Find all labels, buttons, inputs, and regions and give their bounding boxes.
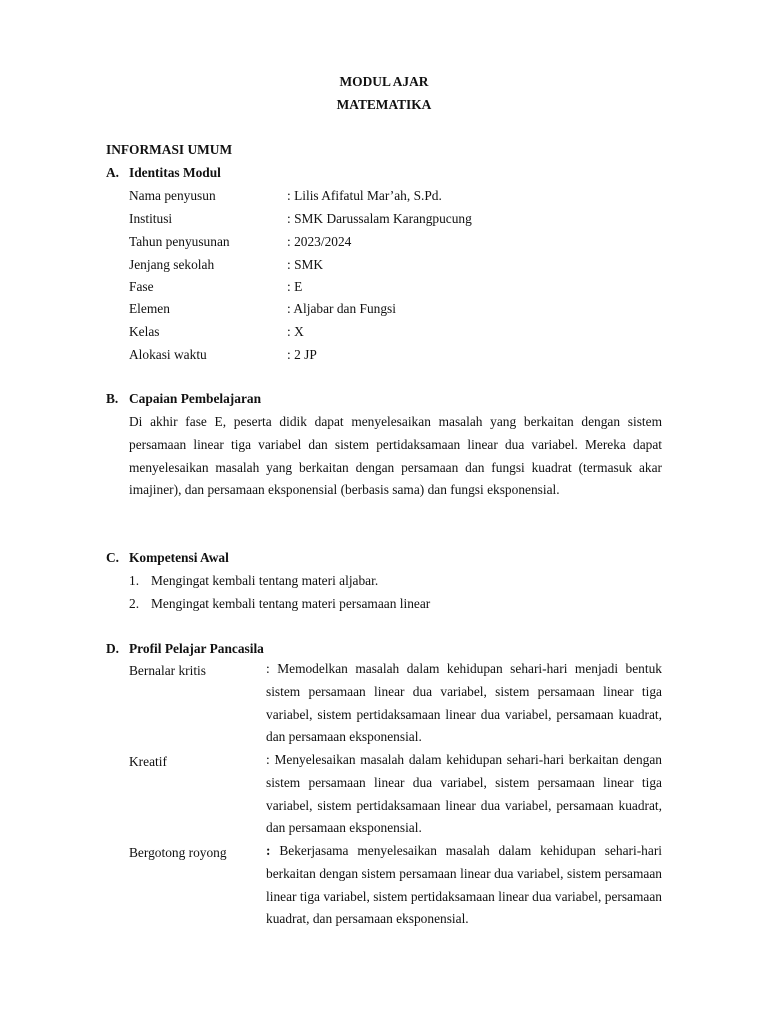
profil-text: Memodelkan masalah dalam kehidupan sehari-hari menjadi bentuk sistem persamaan linear dua variabel, sistem persamaan linear tiga variabel, sistem pertidaksamaan linear dua variabel, persamaan kuadrat, dan persamaan eksponensial. (266, 661, 662, 745)
profil-description (266, 749, 662, 840)
identity-value: : E (287, 279, 303, 294)
identity-value: : SMK Darussalam Karangpucung (287, 211, 472, 226)
profil-label: Kreatif (129, 754, 167, 769)
identity-label: Alokasi waktu (129, 347, 207, 362)
profil-label: Bernalar kritis (129, 663, 206, 678)
identity-value: : Lilis Afifatul Mar’ah, S.Pd. (287, 188, 442, 203)
identity-label: Fase (129, 279, 154, 294)
list-text: Mengingat kembali tentang materi aljabar. (151, 573, 379, 588)
profil-label: Bergotong royong (129, 845, 227, 860)
section-d-title: Profil Pelajar Pancasila (129, 641, 264, 656)
profil-colon: : (266, 843, 271, 858)
section-b-heading (106, 389, 261, 409)
identity-value: : X (287, 324, 304, 339)
profil-text: Bekerjasama menyelesaikan masalah dalam kehidupan sehari-hari berkaitan dengan sistem persamaan linear dua variabel, sistem persamaan linear tiga variabel, sistem pertidaksamaan linear dua variabel, persamaan kuadrat, dan persamaan eksponensial. (266, 843, 662, 927)
identity-value: : 2023/2024 (287, 234, 352, 249)
document-subject: MATEMATIKA (336, 97, 432, 112)
section-d-letter: D. (106, 641, 120, 656)
capaian-paragraph: Di akhir fase E, peserta didik dapat menyelesaikan masalah yang berkaitan dengan sistem persamaan linear tiga variabel dan sistem pertidaksamaan linear dua variabel. Mereka dapat menyelesaikan masalah yang berkaitan dengan persamaan dan fungsi kuadrat (termasuk akar imajiner), dan persamaan eksponensial (berbasis sama) dan fungsi eksponensial. (129, 414, 662, 498)
list-text: Mengingat kembali tentang materi persamaan linear (151, 596, 431, 611)
section-b-letter: B. (106, 391, 119, 406)
section-b-title: Capaian Pembelajaran (129, 391, 262, 406)
identity-label: Jenjang sekolah (129, 257, 215, 272)
section-c-letter: C. (106, 550, 120, 565)
identity-value: : SMK (287, 257, 324, 272)
identity-label: Nama penyusun (129, 188, 216, 203)
identity-label: Kelas (129, 324, 160, 339)
section-c-heading (106, 548, 229, 568)
identity-value: : 2 JP (287, 347, 317, 362)
profil-description (266, 658, 662, 749)
identity-label: Elemen (129, 301, 170, 316)
section-d-heading (106, 639, 264, 659)
identity-label: Tahun penyusunan (129, 234, 230, 249)
profil-colon: : (266, 661, 270, 676)
list-number: 2. (129, 596, 140, 611)
profil-text: Menyelesaikan masalah dalam kehidupan sehari-hari berkaitan dengan sistem persamaan linear dua variabel, sistem persamaan linear tiga variabel, sistem pertidaksamaan linear dua variabel, persamaan kuadrat, dan persamaan eksponensial. (266, 752, 662, 836)
profil-description (266, 840, 662, 931)
document-title: MODUL AJAR (339, 74, 429, 89)
section-a-letter: A. (106, 165, 120, 180)
section-a-title: Identitas Modul (129, 165, 221, 180)
list-item (129, 571, 378, 591)
section-a-heading (106, 163, 221, 183)
section-c-title: Kompetensi Awal (129, 550, 229, 565)
profil-colon: : (266, 752, 270, 767)
identity-value: : Aljabar dan Fungsi (287, 301, 396, 316)
list-number: 1. (129, 573, 140, 588)
info-heading: INFORMASI UMUM (106, 142, 233, 157)
identity-label: Institusi (129, 211, 173, 226)
list-item (129, 594, 430, 614)
